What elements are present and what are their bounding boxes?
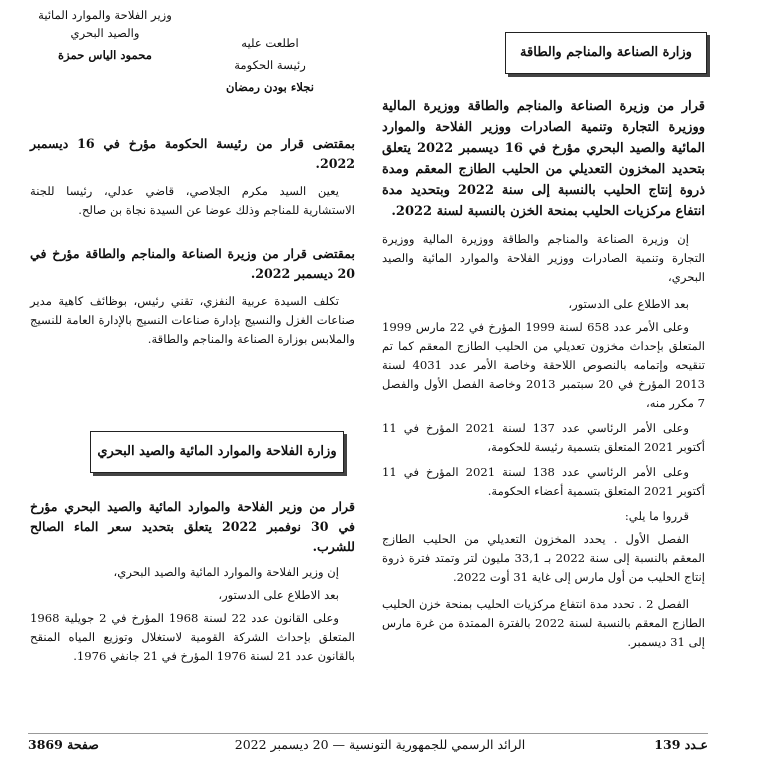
decree-3-issuer: إن وزير الفلاحة والموارد المائية والصيد البحري، [113,565,339,579]
ministry-industry-heading: وزارة الصناعة والمناجم والطاقة [505,32,707,74]
decree-3-constitution: بعد الاطلاع على الدستور، [218,588,339,602]
seen-presidential-137: وعلى الأمر الرئاسي عدد 137 لسنة 2021 المؤرخ في 11 أكتوبر 2021 المتعلق بتسمية رئيسة للحكومة، [382,421,705,454]
head-of-government-signature [205,32,335,98]
footer-page-number: صفحة 3869 [28,737,99,752]
agri-minister-signature [20,6,190,64]
head-of-government-role: رئيسة الحكومة [234,58,306,72]
article-2: الفصل 2 . تحدد مدة انتفاع مركزيات الحليب بمنحة خزن الحليب الطازج المعقم بالنسبة لسنة 2022 بالفترة الممتدة من غرة مارس إلى 31 ديسمبر. [382,597,705,649]
head-of-government-name: نجلاء بودن رمضان [226,80,314,94]
footer-rule [28,733,708,734]
footer-issue-number: عـدد 139 [654,737,708,752]
seen-by-label: اطلعت عليه [241,36,299,50]
seen-presidential-138: وعلى الأمر الرئاسي عدد 138 لسنة 2021 المؤرخ في 11 أكتوبر 2021 المتعلق بتسمية أعضاء الحكومة. [382,465,705,498]
decree-2-body: تكلف السيدة عربية النفزي، تقني رئيس، بوظائف كاهية مدير صناعات الغزل والنسيج بإدارة صناعات النسيج بالإدارة العامة للنسيج والملابس بوزارة الصناعة والمناجم والطاقة. [30,294,355,346]
issuers-paragraph: إن وزيرة الصناعة والمناجم والطاقة ووزيرة المالية ووزيرة التجارة وتنمية الصادرات ووزير الفلاحة والموارد المائية والصيد البحري، [382,232,705,284]
decree-3-law: وعلى القانون عدد 22 لسنة 1968 المؤرخ في 2 جويلية 1968 المتعلق بإحداث الشركة القومية لاستغلال وتوزيع المياه المنقح بالقانون عدد 21 لسنة 1976 المؤرخ في 21 جانفي 1976. [30,611,355,663]
decree-2-title: بمقتضى قرار من وزيرة الصناعة والمناجم والطاقة مؤرخ في 20 ديسمبر 2022. [30,246,355,281]
joint-decree-title: قرار من وزيرة الصناعة والمناجم والطاقة ووزيرة المالية ووزيرة التجارة وتنمية الصادرات ووزير الفلاحة والموارد المائية والصيد البحري مؤرخ في 16 ديسمبر 2022 يتعلق بتحديد المخزون التعديلي من الحليب الطازج المعقم ومدة ذروة إنتاج الحليب بالنسبة إلى سنة 2022 وبتحديد مدة انتفاع مركزيات الحليب بمنحة الخزن بالنسبة لسنة 2022. [382,99,705,219]
seen-decree-1999: وعلى الأمر عدد 658 لسنة 1999 المؤرخ في 22 مارس 1999 المتعلق بإحداث مخزون تعديلي من الحليب الطازج المعقم كما تم تنقيحه وإتمامه بالنصوص اللاحقة وخاصة الأمر عدد 4031 لسنة 2013 المؤرخ في 20 سبتمبر 2013 وخاصة الفصل الأول والفصل 7 مكرر منه، [382,320,705,410]
footer-journal-title: الرائد الرسمي للجمهورية التونسية — 20 ديسمبر 2022 [234,737,526,752]
agri-minister-name: محمود الياس حمزة [58,48,152,62]
article-1: الفصل الأول . يحدد المخزون التعديلي من الحليب الطازج المعقم بالنسبة إلى سنة 2022 بـ 33,1 مليون لتر وتمتد فترة ذروة إنتاج الحليب من أول مارس إلى غاية 31 أوت 2022. [382,532,706,584]
decree-1-body: يعين السيد مكرم الجلاصي، قاضي عدلي، رئيسا للجنة الاستشارية للمناجم وذلك عوضا عن السيدة نجاة بن صالح. [30,184,355,217]
seen-constitution: بعد الاطلاع على الدستور، [568,297,689,311]
left-column-lower [30,497,355,666]
decree-3-title: قرار من وزير الفلاحة والموارد المائية والصيد البحري مؤرخ في 30 نوفمبر 2022 يتعلق بتحديد سعر الماء الصالح للشرب. [30,499,355,554]
agri-minister-role-line2: والصيد البحري [70,26,140,40]
agri-minister-role-line1: وزير الفلاحة والموارد المائية [38,8,172,22]
decided-label: قرروا ما يلي: [624,509,689,523]
left-column [30,134,355,349]
right-column [382,96,705,652]
decree-1-title: بمقتضى قرار من رئيسة الحكومة مؤرخ في 16 ديسمبر 2022. [30,136,355,171]
ministry-agriculture-heading: وزارة الفلاحة والموارد المائية والصيد البحري [90,431,344,473]
